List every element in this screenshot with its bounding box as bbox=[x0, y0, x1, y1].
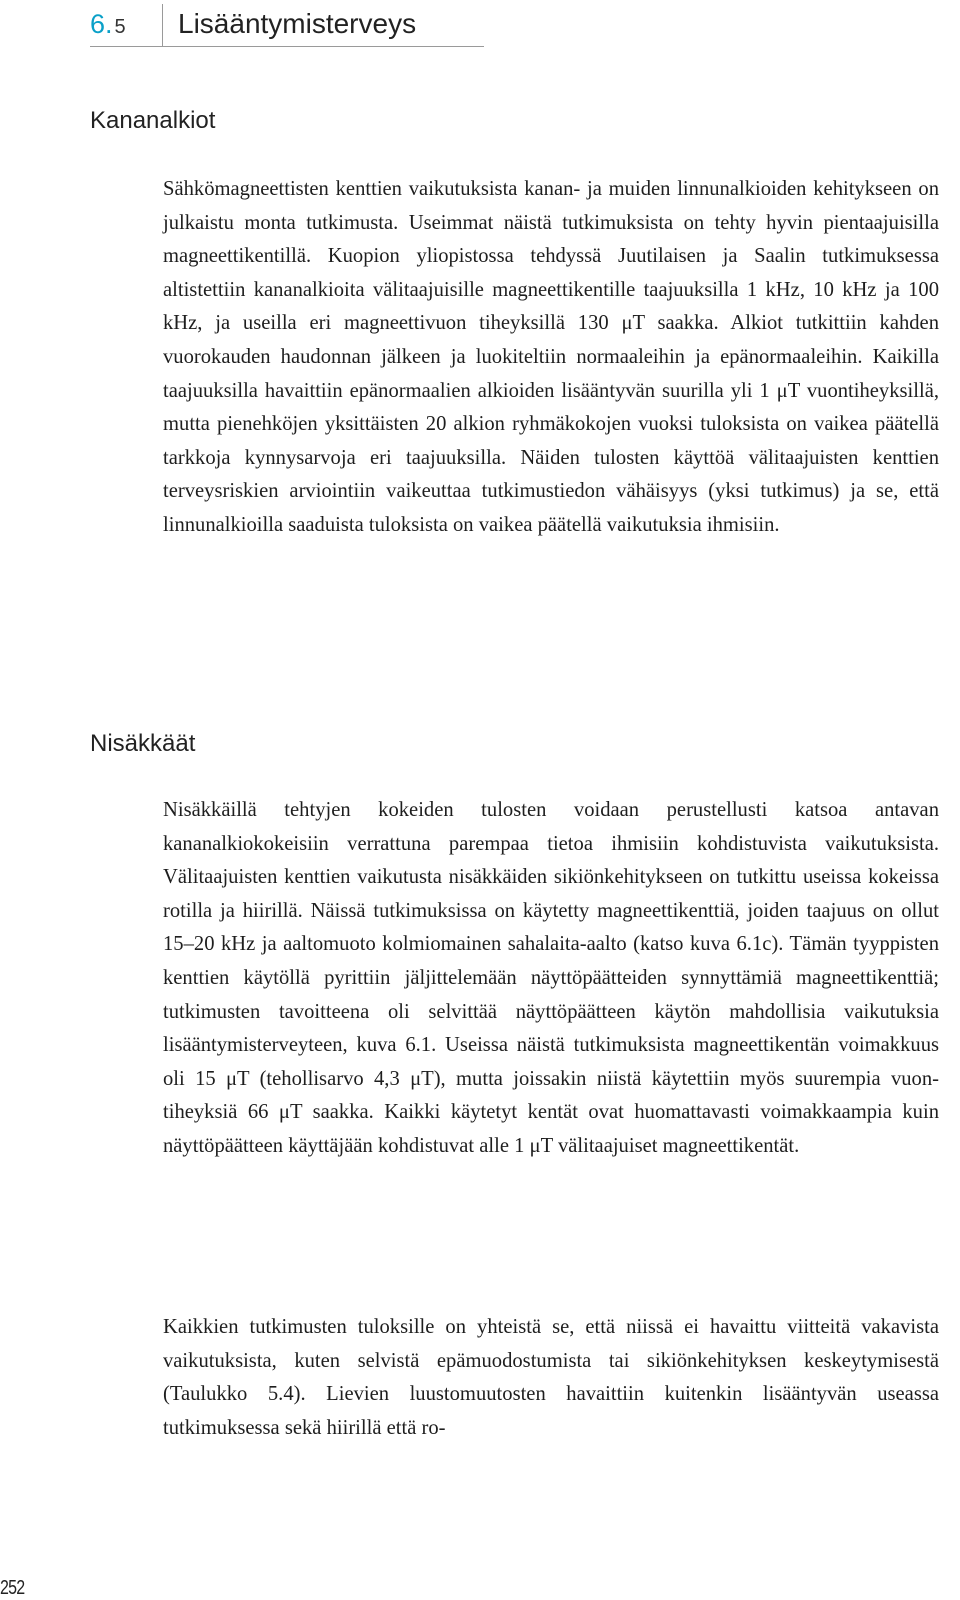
chapter-number bbox=[90, 8, 126, 43]
chapter-divider bbox=[162, 4, 163, 46]
page-number: 252 bbox=[0, 1577, 25, 1599]
section-heading-nisakkaat: Nisäkkäät bbox=[90, 730, 196, 757]
chapter-number-minor: 5 bbox=[114, 16, 126, 38]
chapter-header bbox=[90, 4, 484, 47]
paragraph-nisakkaat-2: Kaikkien tutkimusten tuloksille on yhteistä se, että niissä ei havaittu viitteitä vakavista vaikutuksista, kuten selvistä epämuodostumista tai sikiönkehityksen keskeytymisestä (Taulukko 5.4). Lievien luustomuutosten havaittiin kuitenkin lisääntyvän useassa tutkimuksessa sekä hiirillä että ro- bbox=[163, 1316, 939, 1439]
paragraph-kananalkiot-1: Sähkömagneettisten kenttien vaikutuksista kanan- ja muiden linnunalkioiden kehitykseen on julkaistu monta tutkimusta. Useimmat näistä tutkimuksista on tehty hyvin pientaajuisilla magneettikentillä. Kuopion yliopistossa tehdyssä Juutilaisen ja Saalin tutkimuksessa altistettiin kananalkioita välitaajuisille magneettikentille taajuuksilla 1 kHz, 10 kHz ja 100 kHz, ja useilla eri magneettivuon tiheyksillä 130 μT saakka. Alkiot tutkittiin kahden vuorokauden haudonnan jälkeen ja luokiteltiin normaaleihin ja epänormaaleihin. Kaikilla taajuuksilla havaittiin epänormaalien alkioiden lisääntyvän suurilla yli 1 μT vuontiheyksillä, mutta pienehköjen yksittäisten 20 alkion ryhmäkokojen vuoksi tuloksista on vaikea päätellä tarkkoja kynnysarvoja eri taajuuksilla. Näiden tulosten käyttöä välitaajuisten kenttien terveysriskien arviointiin vaikeuttaa tutkimustiedon vähäisyys (yksi tutkimus) ja se, että linnunalkioilla saaduista tuloksista on vaikea päätellä vaikutuksia ihmisiin. bbox=[163, 178, 939, 536]
chapter-number-major: 6. bbox=[90, 9, 113, 39]
section-heading-kananalkiot: Kananalkiot bbox=[90, 107, 216, 134]
chapter-title: Lisääntymisterveys bbox=[178, 8, 417, 39]
paragraph-nisakkaat-1: Nisäkkäillä tehtyjen kokeiden tulosten voidaan perustellusti katsoa antavan kananalkiokokeisiin verrattuna parempaa tietoa ihmisiin kohdistuvista vaikutuksista. Välitaajuisten kenttien vaikutusta nisäkkäiden sikiönkehitykseen on tutkittu useissa kokeissa rotilla ja hiirillä. Näissä tutkimuksissa on käytetty magneettikenttiä, joiden taajuus on ollut 15–20 kHz ja aaltomuoto kolmiomainen sahalaita-aalto (katso kuva 6.1c). Tämän tyyppisten kenttien käytöllä pyrittiin jäljittelemään näyttöpäätteiden synnyttämiä magneettikenttiä; tutkimusten tavoitteena oli selvittää näyttöpäätteen käytön mahdollisia vaikutuksia lisääntymisterveyteen, kuva 6.1. Useissa näistä tutkimuksista magneettikentän voimakkuus oli 15 μT (tehollisarvo 4,3 μT), mutta joissakin niistä käytettiin myös suurempia vuontiheyksiä 66 μT saakka. Kaikki käytetyt kentät ovat huomattavasti voimakkaampia kuin näyttöpäätteen käyttäjään kohdistuvat alle 1 μT välitaajuiset magneettikentät. bbox=[163, 799, 939, 1157]
